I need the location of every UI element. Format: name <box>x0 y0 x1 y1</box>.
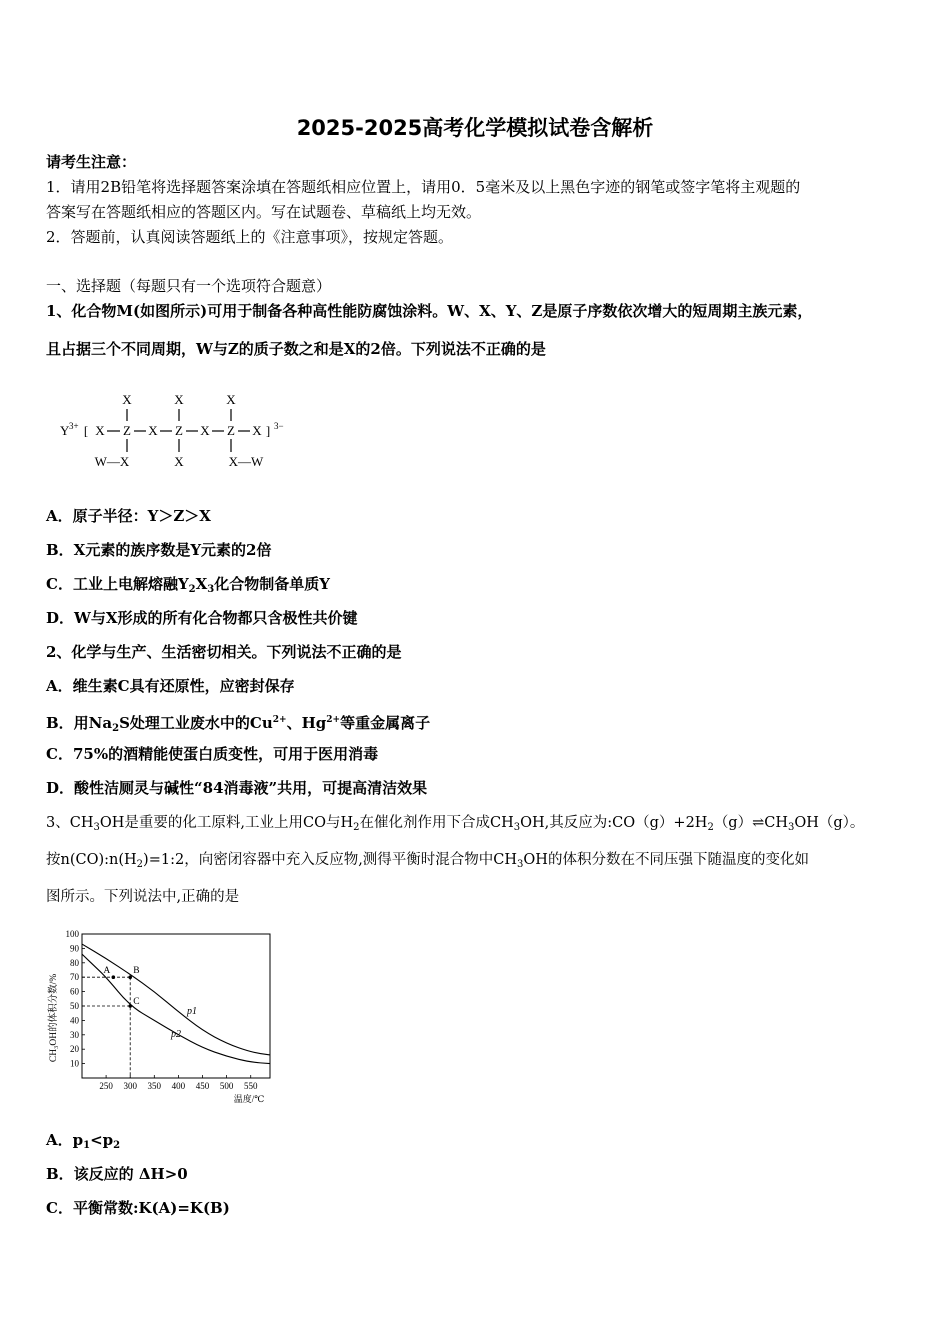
y-tick-label: 70 <box>70 972 79 983</box>
y-tick-label: 40 <box>70 1015 79 1026</box>
q1-option-d: D．W与X形成的所有化合物都只含极性共价键 <box>46 609 358 627</box>
series-label-p2: p2 <box>171 1029 181 1040</box>
q3-stem-a: 3、$CH_3OH$是重要的化工原料,工业上用CO与$H_2$在催化剂作用下合成$CH_3OH$,其反应为$:CO(g)+2H_2(g)\rightleftharpoons CH_3OH(g)$。 <box>46 815 865 833</box>
chart-frame <box>82 934 270 1078</box>
point-A <box>112 975 116 979</box>
x-tick-label: 300 <box>123 1081 137 1091</box>
struct-x-right: X <box>252 423 262 438</box>
series-label-p1: p1 <box>187 1006 197 1017</box>
q1-option-c: C．工业上电解熔融$Y_2X_3$化合物制备单质Y <box>46 575 330 595</box>
q2-option-c: C．75%的酒精能使蛋白质变性，可用于医用消毒 <box>46 745 379 763</box>
q2-option-b: B．用$Na_2S$处理工业废水中的$Cu^{2+}$、$Hg^{2+}$等重金属离子 <box>46 714 431 734</box>
section-heading: 一、选择题（每题只有一个选项符合题意） <box>46 277 332 295</box>
q3-option-b: B．该反应的 ΔH>0 <box>46 1165 188 1183</box>
struct-z-2: Z <box>175 423 183 438</box>
struct-x-top-3: X <box>226 392 236 407</box>
y-tick-label: 30 <box>70 1029 79 1040</box>
struct-w-x-left: W—X <box>94 454 130 469</box>
struct-z-3: Z <box>227 423 235 438</box>
q3-option-a: A．$p_1<p_2$ <box>46 1131 121 1151</box>
struct-x-bridge-1: X <box>148 423 158 438</box>
x-tick-label: 500 <box>219 1081 234 1091</box>
notice-2: 2．答题前，认真阅读答题纸上的《注意事项》，按规定答题。 <box>46 228 454 246</box>
y-tick-label: 50 <box>70 1001 79 1011</box>
chart-ylabel: CH₃OH的体积分数/% <box>49 973 59 1063</box>
struct-x-bridge-2: X <box>200 423 210 438</box>
notice-1-line-b: 答案写在答题纸相应的答题区内。写在试题卷、草稿纸上均无效。 <box>46 203 482 221</box>
struct-cation: Y <box>60 423 70 438</box>
x-tick-label: 350 <box>147 1081 162 1091</box>
struct-anion-charge: 3− <box>274 421 284 431</box>
q1-option-a: A．原子半径：Y＞Z＞X <box>46 507 211 525</box>
q3-stem-b: 按$n(CO):n(H_2)=1:2$，向密闭容器中充入反应物,测得平衡时混合物中$CH_3OH$的体积分数在不同压强下随温度的变化如 <box>46 852 809 870</box>
struct-bracket-close: ] <box>265 423 271 438</box>
q2-option-d: D．酸性洁厕灵与碱性“84消毒液”共用，可提高清洁效果 <box>46 779 428 797</box>
y-tick-label: 10 <box>70 1058 79 1069</box>
point-label-A: A <box>103 966 111 977</box>
q1-stem-a: 1、化合物M(如图所示)可用于制备各种高性能防腐蚀涂料。W、X、Y、Z是原子序数依次增大的短周期主族元素， <box>46 302 813 320</box>
point-label-C: C <box>133 997 140 1007</box>
point-B <box>128 975 132 979</box>
struct-x-top-1: X <box>122 392 132 407</box>
x-tick-label: 250 <box>99 1081 113 1091</box>
y-tick-label: 80 <box>70 957 79 968</box>
y-tick-label: 20 <box>70 1044 79 1055</box>
chart-xlabel: 温度/℃ <box>233 1094 265 1104</box>
notice-1-line-a: 1．请用2B铅笔将选择题答案涂填在答题纸相应位置上，请用0．5毫米及以上黑色字迹的钢笔或签字笔将主观题的 <box>46 178 801 196</box>
notice-heading: 请考生注意： <box>46 153 137 171</box>
y-tick-label: 90 <box>70 943 79 954</box>
x-tick-label: 400 <box>171 1081 186 1091</box>
q3-stem-c: 图所示。下列说法中,正确的是 <box>46 889 240 905</box>
struct-z-1: Z <box>123 423 131 438</box>
struct-bracket-open: [ <box>83 423 89 438</box>
struct-x-left: X <box>95 423 105 438</box>
q2-stem: 2、化学与生产、生活密切相关。下列说法不正确的是 <box>46 643 402 661</box>
point-C <box>128 1004 132 1008</box>
struct-x-w-right: X—W <box>228 454 264 469</box>
point-label-B: B <box>133 966 140 977</box>
struct-cation-charge: 3+ <box>69 421 79 431</box>
q1-option-b: B．X元素的族序数是Y元素的2倍 <box>46 541 272 559</box>
compound-m-structure <box>50 385 290 475</box>
q2-option-a: A．维生素C具有还原性，应密封保存 <box>46 677 295 695</box>
y-tick-label: 100 <box>65 929 79 939</box>
x-tick-label: 550 <box>243 1081 258 1091</box>
ch3oh-fraction-chart <box>44 928 274 1106</box>
x-tick-label: 450 <box>195 1081 210 1091</box>
y-tick-label: 60 <box>70 986 79 997</box>
q1-stem-b: 且占据三个不同周期，W与Z的质子数之和是X的2倍。下列说法不正确的是 <box>46 340 546 358</box>
struct-x-top-2: X <box>174 392 184 407</box>
struct-x-bottom-mid: X <box>174 454 184 469</box>
q3-option-c: C．平衡常数:K(A)=K(B) <box>46 1199 230 1217</box>
page-title: 2025-2025高考化学模拟试卷含解析 <box>296 116 654 140</box>
